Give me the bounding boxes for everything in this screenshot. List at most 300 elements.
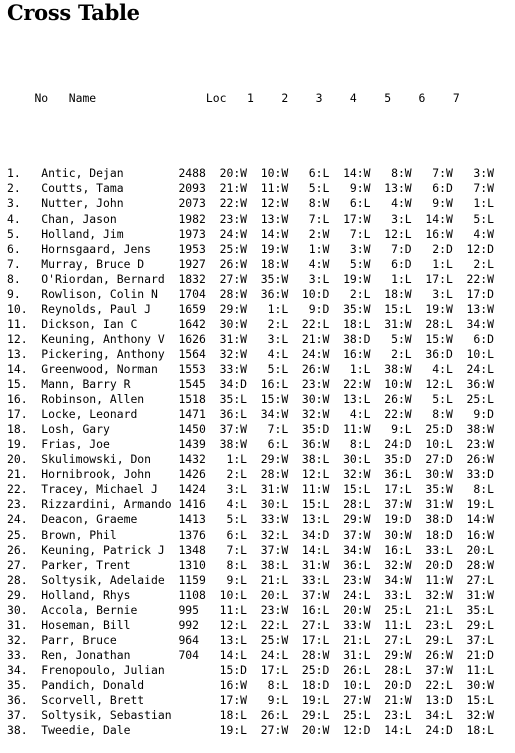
player-name: Holland, Jim — [41, 226, 179, 241]
table-row — [7, 302, 494, 317]
round-result: 24:D — [377, 437, 419, 452]
player-rating: 1927 — [178, 256, 213, 271]
player-number: 4. — [7, 211, 42, 226]
player-name: Hoseman, Bill — [41, 617, 179, 632]
table-row — [7, 392, 494, 407]
round-result: 27:W — [212, 271, 254, 286]
player-rating: 1953 — [178, 241, 213, 256]
round-result: 34:W — [377, 572, 419, 587]
player-name: Keuning, Patrick J — [41, 542, 179, 557]
player-name: Greenwood, Norman — [41, 361, 179, 376]
round-result: 6:L — [336, 196, 378, 211]
player-name: Soltysik, Sebastian — [41, 708, 179, 723]
table-row — [7, 482, 494, 497]
player-name: Accola, Bernie — [41, 602, 179, 617]
round-result: 7:L — [212, 542, 254, 557]
round-result: 11:W — [336, 422, 378, 437]
player-name: Deacon, Graeme — [41, 512, 179, 527]
player-name: Rizzardini, Armando — [41, 497, 179, 512]
round-result: 10:W — [377, 377, 419, 392]
round-result: 14:L — [212, 647, 254, 662]
round-result: 11:L — [212, 602, 254, 617]
header-round: 1 — [240, 91, 275, 106]
round-result: 14:L — [295, 542, 337, 557]
round-result: 15:L — [377, 301, 419, 316]
player-name: Parr, Bruce — [41, 632, 179, 647]
round-result: 31:L — [336, 647, 378, 662]
player-rating: 1471 — [178, 407, 213, 422]
round-result: 8:W — [418, 407, 460, 422]
round-result: 23:W — [212, 211, 254, 226]
player-number: 14. — [7, 361, 42, 376]
round-result: 8:W — [377, 166, 419, 181]
round-result: 36:W — [459, 377, 494, 392]
round-result: 27:L — [377, 632, 419, 647]
round-result: 3:L — [295, 271, 337, 286]
table-row — [7, 362, 494, 377]
player-rating: 1348 — [178, 542, 213, 557]
round-result: 17:L — [418, 271, 460, 286]
round-result: 26:W — [212, 256, 254, 271]
round-result: 3:W — [459, 166, 494, 181]
round-result: 35:D — [377, 452, 419, 467]
round-result: 16:L — [295, 602, 337, 617]
round-result: 9:L — [253, 693, 296, 708]
player-number: 15. — [7, 377, 42, 392]
table-row — [7, 633, 494, 648]
round-result: 22:W — [459, 271, 494, 286]
table-row — [7, 588, 494, 603]
round-result: 2:L — [212, 467, 254, 482]
player-name: Pickering, Anthony — [41, 346, 179, 361]
player-number: 23. — [7, 497, 42, 512]
round-result: 17:L — [295, 632, 337, 647]
table-row — [7, 287, 494, 302]
table-row — [7, 618, 494, 633]
round-result: 6:L — [253, 437, 296, 452]
table-row — [7, 528, 494, 543]
player-number: 18. — [7, 422, 42, 437]
round-result: 34:D — [295, 527, 337, 542]
round-result: 10:W — [253, 166, 296, 181]
round-result: 24:L — [253, 647, 296, 662]
table-row — [7, 181, 494, 196]
player-name: Rowlison, Colin N — [41, 286, 179, 301]
player-rating: 992 — [178, 617, 213, 632]
player-name: Locke, Leonard — [41, 407, 179, 422]
table-row — [7, 723, 494, 738]
round-result: 31:W — [295, 557, 337, 572]
table-row — [7, 437, 494, 452]
table-row — [7, 242, 494, 257]
round-result: 22:W — [212, 196, 254, 211]
round-result: 19:W — [336, 271, 378, 286]
player-number: 33. — [7, 647, 42, 662]
round-result: 21:L — [253, 572, 296, 587]
player-rating: 1553 — [178, 361, 213, 376]
round-result: 14:L — [377, 723, 419, 738]
player-number: 37. — [7, 708, 42, 723]
round-result: 24:L — [459, 361, 494, 376]
round-result: 5:W — [377, 331, 419, 346]
round-result: 18:D — [418, 527, 460, 542]
round-result: 25:L — [336, 708, 378, 723]
round-result: 10:D — [295, 286, 337, 301]
round-result: 7:L — [336, 226, 378, 241]
round-result: 28:W — [459, 557, 494, 572]
round-result: 12:L — [212, 617, 254, 632]
round-result: 28:W — [295, 647, 337, 662]
round-result: 22:L — [418, 677, 460, 692]
player-rating: 1416 — [178, 497, 213, 512]
round-result: 15:L — [336, 482, 378, 497]
round-result: 6:L — [295, 166, 337, 181]
round-result: 18:L — [212, 708, 254, 723]
player-rating: 1424 — [178, 482, 213, 497]
round-result: 34:W — [459, 316, 494, 331]
round-result: 33:L — [295, 572, 337, 587]
table-row — [7, 272, 494, 287]
table-row — [7, 678, 494, 693]
round-result: 24:L — [336, 587, 378, 602]
player-number: 17. — [7, 407, 42, 422]
table-row — [7, 497, 494, 512]
header-round: 6 — [411, 91, 446, 106]
table-row — [7, 693, 494, 708]
round-result: 35:W — [253, 271, 296, 286]
player-number: 1. — [7, 166, 42, 181]
player-number: 27. — [7, 557, 42, 572]
header-no: No — [34, 91, 69, 106]
round-result: 7:W — [418, 166, 460, 181]
round-result: 1:L — [336, 361, 378, 376]
round-result: 26:W — [377, 392, 419, 407]
round-result: 6:D — [377, 256, 419, 271]
round-result: 25:W — [253, 632, 296, 647]
player-rating: 1704 — [178, 286, 213, 301]
player-number: 16. — [7, 392, 42, 407]
round-result: 29:W — [212, 301, 254, 316]
header-round: 2 — [274, 91, 309, 106]
round-result: 11:W — [295, 482, 337, 497]
round-result: 37:W — [418, 662, 460, 677]
round-result: 31:W — [377, 316, 419, 331]
round-result: 13:D — [418, 693, 460, 708]
round-result: 32:W — [295, 407, 337, 422]
round-result: 20:L — [459, 542, 494, 557]
round-result: 23:W — [295, 377, 337, 392]
round-result: 13:L — [336, 392, 378, 407]
round-result: 29:W — [336, 512, 378, 527]
round-result: 13:W — [253, 211, 296, 226]
round-result: 32:W — [377, 557, 419, 572]
round-result: 19:L — [459, 497, 494, 512]
round-result: 31:W — [459, 587, 494, 602]
round-result: 8:L — [253, 677, 296, 692]
table-row — [7, 467, 494, 482]
round-result: 22:L — [253, 617, 296, 632]
round-result: 37:W — [377, 497, 419, 512]
table-row — [7, 708, 494, 723]
player-number: 22. — [7, 482, 42, 497]
round-result: 26:W — [459, 452, 494, 467]
round-result: 27:D — [418, 452, 460, 467]
player-rating: 1426 — [178, 467, 213, 482]
round-result: 36:L — [377, 467, 419, 482]
round-result: 17:W — [336, 211, 378, 226]
round-result: 21:W — [295, 331, 337, 346]
round-result: 27:W — [336, 693, 378, 708]
round-result: 29:W — [253, 452, 296, 467]
round-result: 18:W — [377, 286, 419, 301]
round-result: 33:W — [253, 512, 296, 527]
player-name: Coutts, Tama — [41, 181, 179, 196]
round-result: 18:D — [295, 677, 337, 692]
player-name: Soltysik, Adelaide — [41, 572, 179, 587]
player-rating: 1982 — [178, 211, 213, 226]
table-row — [7, 603, 494, 618]
round-result: 35:W — [336, 301, 378, 316]
round-result: 29:L — [418, 632, 460, 647]
round-result: 5:L — [212, 512, 254, 527]
player-name: Chan, Jason — [41, 211, 179, 226]
round-result: 27:L — [295, 617, 337, 632]
player-number: 19. — [7, 437, 42, 452]
round-result: 38:L — [253, 557, 296, 572]
round-result: 20:W — [336, 602, 378, 617]
round-result: 18:L — [336, 316, 378, 331]
round-result: 30:W — [212, 316, 254, 331]
round-result: 5:L — [295, 181, 337, 196]
round-result: 35:W — [418, 482, 460, 497]
round-result: 17:D — [459, 286, 494, 301]
round-result: 32:W — [418, 587, 460, 602]
round-result: 30:L — [253, 497, 296, 512]
round-result: 4:L — [336, 407, 378, 422]
round-result: 34:L — [418, 708, 460, 723]
round-result: 4:L — [212, 497, 254, 512]
table-row — [7, 452, 494, 467]
round-result: 30:W — [418, 467, 460, 482]
round-result: 4:L — [418, 361, 460, 376]
round-result: 10:L — [336, 677, 378, 692]
player-number: 8. — [7, 271, 42, 286]
player-name: Skulimowski, Don — [41, 452, 179, 467]
player-name: Hornibrook, John — [41, 467, 179, 482]
player-number: 10. — [7, 301, 42, 316]
round-result: 31:W — [212, 331, 254, 346]
round-result: 29:W — [377, 647, 419, 662]
round-result: 34:D — [212, 377, 254, 392]
round-result: 6:L — [212, 527, 254, 542]
blank-line — [7, 121, 494, 136]
round-result: 19:W — [253, 241, 296, 256]
round-result: 15:L — [459, 693, 494, 708]
player-number: 12. — [7, 331, 42, 346]
player-name: Dickson, Ian C — [41, 316, 179, 331]
player-rating: 1659 — [178, 301, 213, 316]
round-result: 37:W — [336, 527, 378, 542]
player-rating: 1376 — [178, 527, 213, 542]
round-result: 23:L — [377, 708, 419, 723]
round-result: 30:W — [459, 677, 494, 692]
round-result: 14:W — [336, 166, 378, 181]
round-result: 20:L — [253, 587, 296, 602]
round-result: 31:W — [418, 497, 460, 512]
player-name: Keuning, Anthony V — [41, 331, 179, 346]
round-result: 1:L — [459, 196, 494, 211]
table-row — [7, 573, 494, 588]
player-rating: 2073 — [178, 196, 213, 211]
player-name: Antic, Dejan — [41, 166, 179, 181]
round-result: 10:L — [459, 346, 494, 361]
round-result: 25:D — [418, 422, 460, 437]
round-result: 26:L — [253, 708, 296, 723]
player-rating — [178, 693, 212, 707]
round-result: 16:W — [212, 677, 254, 692]
player-number: 38. — [7, 723, 42, 738]
round-result: 21:L — [418, 602, 460, 617]
player-number: 3. — [7, 196, 42, 211]
round-result: 14:W — [459, 512, 494, 527]
table-row — [7, 166, 494, 181]
round-result: 12:D — [336, 723, 378, 738]
player-rating: 1564 — [178, 346, 213, 361]
player-rating: 704 — [178, 647, 213, 662]
player-rating: 964 — [178, 632, 213, 647]
round-result: 9:L — [377, 422, 419, 437]
round-result: 20:D — [418, 557, 460, 572]
round-result: 13:W — [459, 301, 494, 316]
round-result: 6:D — [418, 181, 460, 196]
player-rating: 1108 — [178, 587, 213, 602]
player-rating: 1973 — [178, 226, 213, 241]
round-result: 36:L — [336, 557, 378, 572]
round-result: 37:W — [212, 422, 254, 437]
player-name: Mann, Barry R — [41, 377, 179, 392]
round-result: 1:L — [253, 301, 296, 316]
round-result: 1:L — [212, 452, 254, 467]
round-result: 20:W — [295, 723, 337, 738]
round-result: 12:L — [295, 467, 337, 482]
table-row — [7, 227, 494, 242]
round-result: 14:W — [253, 226, 296, 241]
player-number: 9. — [7, 286, 42, 301]
round-result: 2:D — [418, 241, 460, 256]
round-result: 27:W — [253, 723, 296, 738]
header-round: 7 — [445, 91, 460, 106]
round-result: 2:L — [336, 286, 378, 301]
player-name: Pandich, Donald — [41, 677, 179, 692]
round-result: 28:L — [336, 497, 378, 512]
round-result: 38:W — [212, 437, 254, 452]
round-result: 38:W — [377, 361, 419, 376]
player-name: O'Riordan, Bernard — [41, 271, 179, 286]
round-result: 9:D — [459, 407, 494, 422]
round-result: 13:L — [295, 512, 337, 527]
round-result: 10:L — [418, 437, 460, 452]
player-number: 25. — [7, 527, 42, 542]
round-result: 3:W — [336, 241, 378, 256]
round-result: 19:W — [418, 301, 460, 316]
round-result: 20:W — [212, 166, 254, 181]
player-rating: 1310 — [178, 557, 213, 572]
round-result: 5:W — [336, 256, 378, 271]
player-rating — [178, 663, 212, 677]
round-result: 13:L — [212, 632, 254, 647]
player-rating: 1432 — [178, 452, 213, 467]
player-name: Losh, Gary — [41, 422, 179, 437]
player-rating: 1450 — [178, 422, 213, 437]
header-round: 3 — [308, 91, 344, 106]
round-result: 27:L — [459, 572, 494, 587]
round-result: 3:L — [212, 482, 254, 497]
table-row — [7, 558, 494, 573]
round-result: 4:L — [253, 346, 296, 361]
round-result: 21:W — [377, 693, 419, 708]
player-rating: 2093 — [178, 181, 213, 196]
player-rating: 1159 — [178, 572, 213, 587]
round-result: 15:L — [295, 497, 337, 512]
round-result: 21:L — [336, 632, 378, 647]
player-rating: 1642 — [178, 316, 213, 331]
player-name: Brown, Phil — [41, 527, 179, 542]
player-number: 30. — [7, 602, 42, 617]
player-number: 13. — [7, 346, 42, 361]
round-result: 4:W — [295, 256, 337, 271]
round-result: 38:L — [295, 452, 337, 467]
round-result: 37:L — [459, 632, 494, 647]
round-result: 17:W — [212, 693, 254, 708]
player-rating — [178, 678, 212, 692]
player-number: 21. — [7, 467, 42, 482]
round-result: 38:D — [418, 512, 460, 527]
round-result: 18:L — [459, 723, 494, 738]
round-result: 1:W — [295, 241, 337, 256]
round-result: 21:W — [212, 181, 254, 196]
round-result: 37:W — [253, 542, 296, 557]
round-result: 28:W — [212, 286, 254, 301]
round-result: 16:L — [377, 542, 419, 557]
player-name: Frenopoulo, Julian — [41, 662, 179, 677]
round-result: 4:W — [459, 226, 494, 241]
round-result: 12:L — [377, 226, 419, 241]
round-result: 36:L — [212, 407, 254, 422]
round-result: 1:L — [377, 271, 419, 286]
round-result: 16:W — [336, 346, 378, 361]
player-rating: 1518 — [178, 392, 213, 407]
round-result: 22:W — [336, 377, 378, 392]
player-number: 20. — [7, 452, 42, 467]
player-number: 29. — [7, 587, 42, 602]
player-number: 32. — [7, 632, 42, 647]
round-result: 8:L — [459, 482, 494, 497]
player-number: 7. — [7, 256, 42, 271]
round-result: 5:L — [459, 211, 494, 226]
player-rating: 2488 — [178, 166, 213, 181]
table-row — [7, 332, 494, 347]
round-result: 8:L — [336, 437, 378, 452]
round-result: 25:W — [212, 241, 254, 256]
player-rating: 1832 — [178, 271, 213, 286]
round-result: 19:L — [295, 693, 337, 708]
round-result: 32:W — [459, 708, 494, 723]
player-number: 26. — [7, 542, 42, 557]
round-result: 37:W — [295, 587, 337, 602]
round-result: 25:D — [295, 662, 337, 677]
player-name: Tracey, Michael J — [41, 482, 179, 497]
round-result: 11:L — [459, 662, 494, 677]
